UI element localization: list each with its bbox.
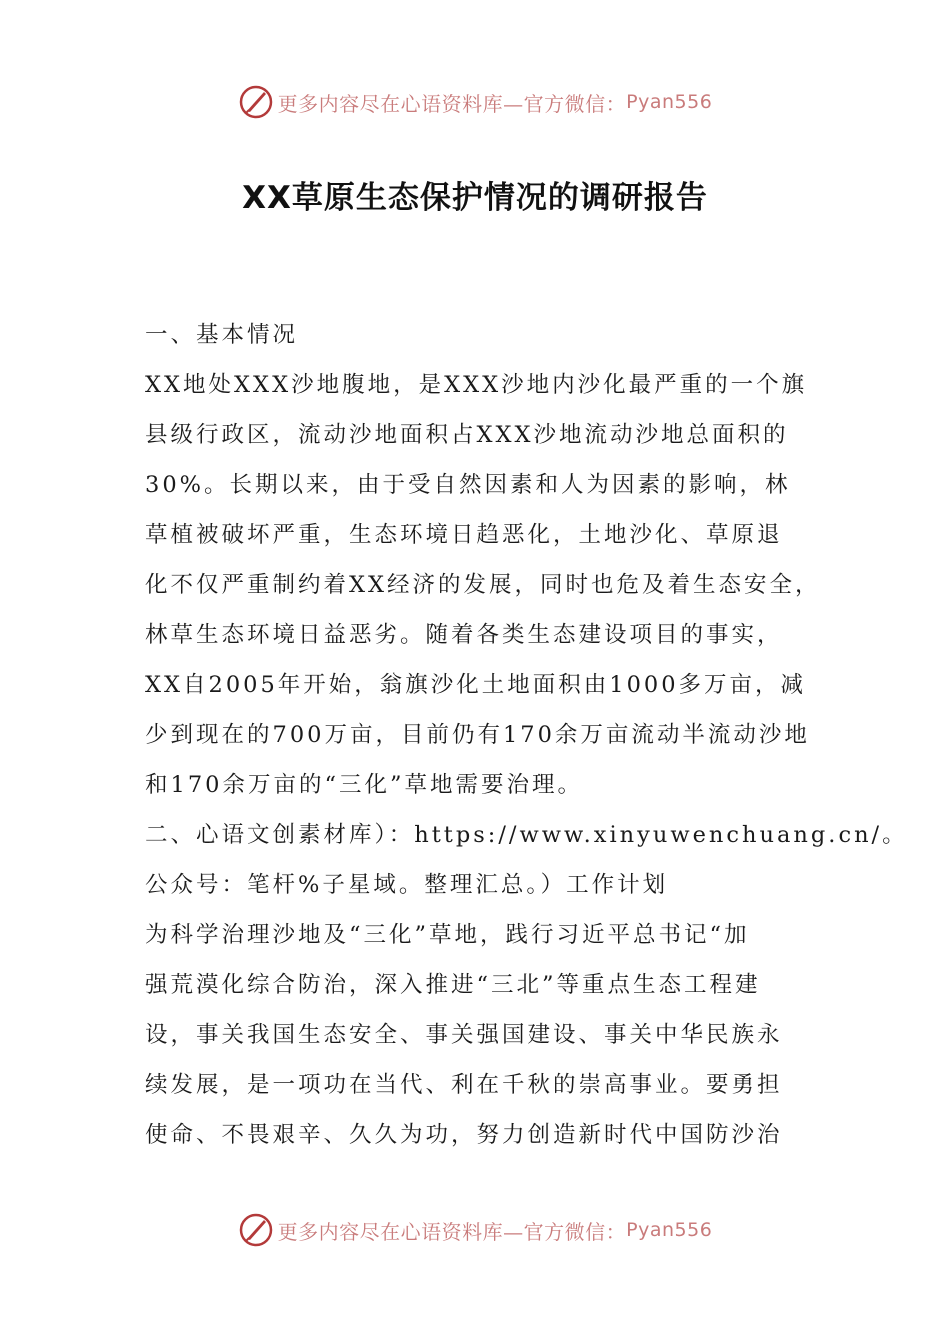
paragraph-line: 少到现在的700万亩，目前仍有170余万亩流动半流动沙地 bbox=[145, 722, 810, 748]
document-title: XX草原生态保护情况的调研报告 bbox=[242, 180, 708, 216]
paragraph-line: 强荒漠化综合防治，深入推进“三北”等重点生态工程建 bbox=[145, 972, 761, 998]
paragraph-line: 设，事关我国生态安全、事关强国建设、事关中华民族永 bbox=[145, 1022, 783, 1048]
paragraph-line: 林草生态环境日益恶劣。随着各类生态建设项目的事实， bbox=[145, 622, 783, 648]
header-wechat-id: Pyan556 bbox=[626, 91, 713, 113]
paragraph-line: 30%。长期以来，由于受自然因素和人为因素的影响，林 bbox=[145, 472, 791, 498]
paragraph-line: 使命、不畏艰辛、久久为功，努力创造新时代中国防沙治 bbox=[145, 1122, 783, 1148]
paragraph-line: XX自2005年开始，翁旗沙化土地面积由1000多万亩，减 bbox=[145, 672, 807, 698]
paragraph-line: 县级行政区，流动沙地面积占XXX沙地流动沙地总面积的 bbox=[145, 422, 789, 448]
paragraph-line: 化不仅严重制约着XX经济的发展，同时也危及着生态安全， bbox=[145, 572, 821, 598]
footer-banner bbox=[0, 1210, 950, 1250]
paragraph-line: 续发展，是一项功在当代、利在千秋的崇高事业。要勇担 bbox=[145, 1072, 783, 1098]
quill-logo-icon bbox=[238, 1212, 274, 1248]
section-heading-plan: 二、心语文创素材库）：https://www.xinyuwenchuang.cn/。 bbox=[145, 822, 908, 848]
paragraph-line: 为科学治理沙地及“三化”草地，践行习近平总书记“加 bbox=[145, 922, 750, 948]
quill-logo-icon bbox=[238, 84, 274, 120]
header-banner bbox=[0, 82, 950, 122]
footer-wechat-id: Pyan556 bbox=[626, 1219, 713, 1241]
paragraph-line: XX地处XXX沙地腹地，是XXX沙地内沙化最严重的一个旗 bbox=[145, 372, 808, 398]
paragraph-line: 公众号：笔杆%子星域。整理汇总。）工作计划 bbox=[145, 872, 669, 898]
paragraph-line: 和170余万亩的“三化”草地需要治理。 bbox=[145, 772, 583, 798]
footer-banner-text: 更多内容尽在心语资料库—官方微信： bbox=[277, 1219, 627, 1244]
document-body bbox=[145, 310, 908, 1160]
header-banner-text: 更多内容尽在心语资料库—官方微信： bbox=[277, 91, 627, 116]
paragraph-line: 草植被破坏严重，生态环境日趋恶化，土地沙化、草原退 bbox=[145, 522, 783, 548]
section-heading-basic: 一、基本情况 bbox=[145, 322, 299, 348]
